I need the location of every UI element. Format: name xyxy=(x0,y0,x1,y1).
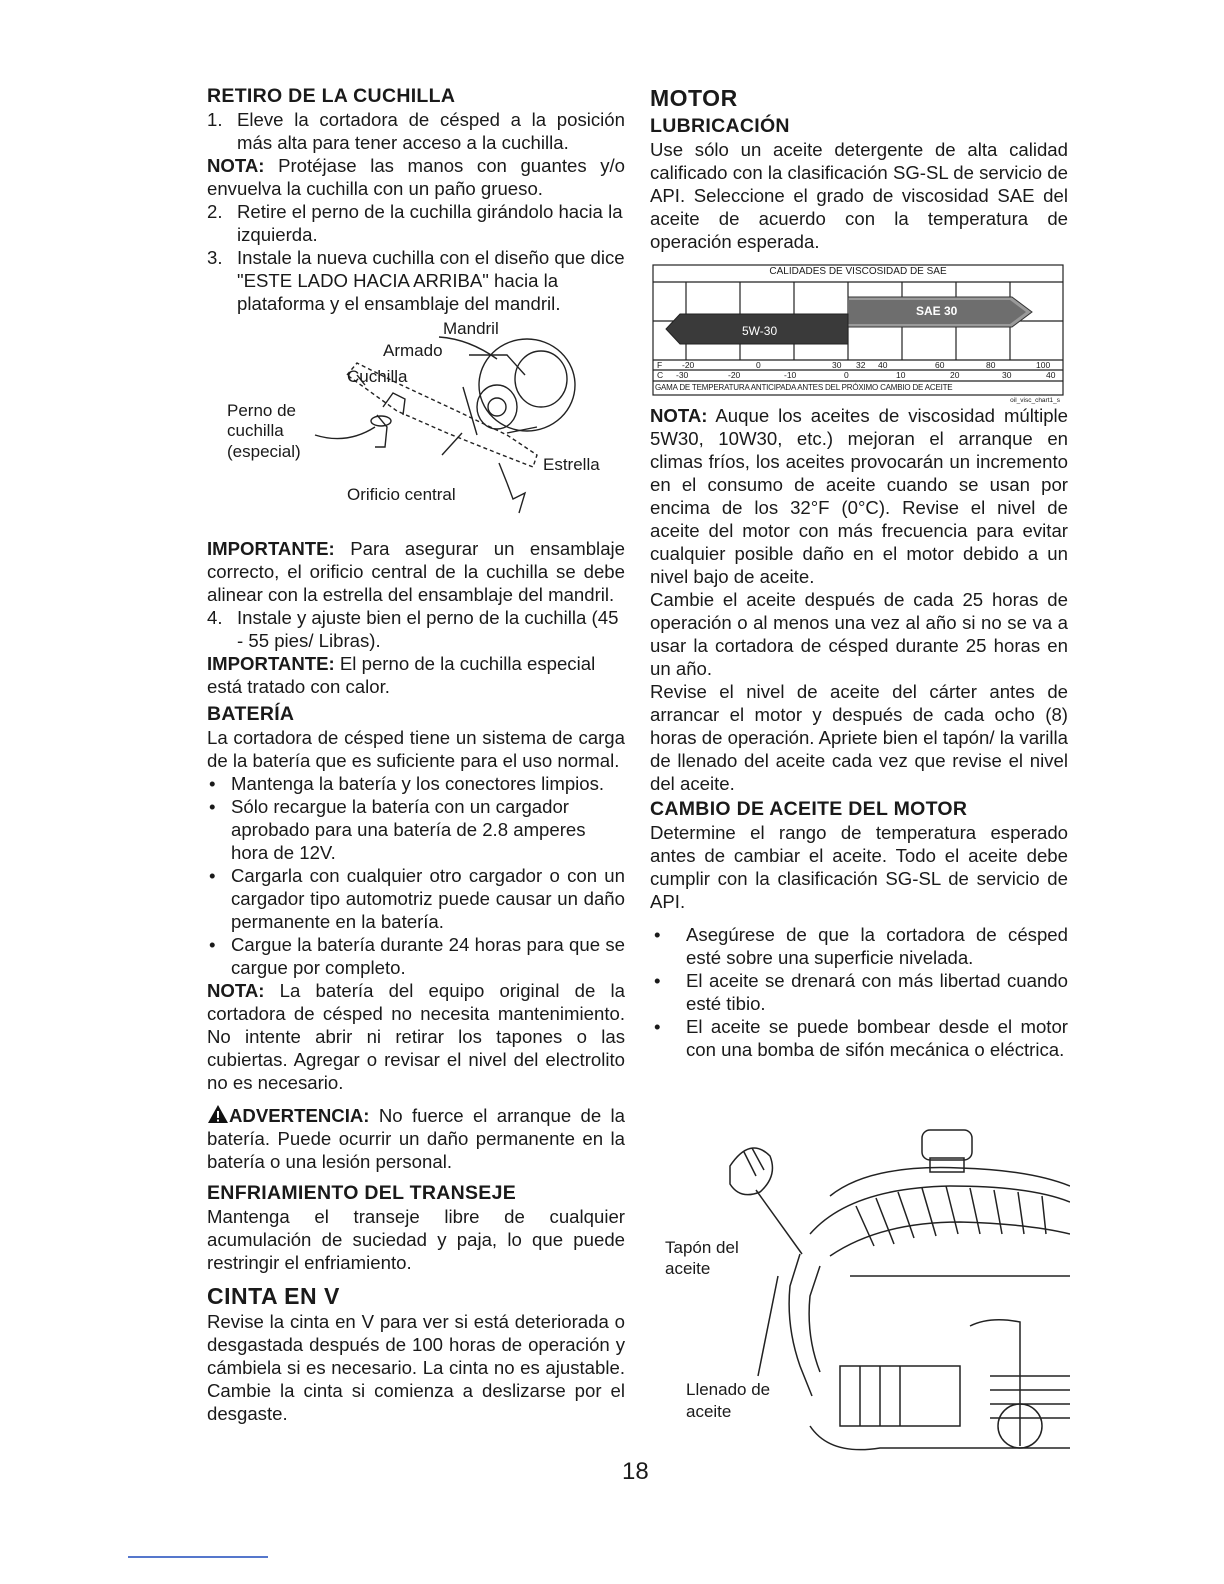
bottom-rule xyxy=(128,1556,268,1558)
label-armado: Armado xyxy=(383,341,443,360)
oil-check-text: Revise el nivel de aceite del cárter antes de arrancar el motor y después de cada ocho (8) horas de operación. Apriete bien el tapón/ la varilla de llenado del aceite cada vez que revise el nivel del aceite. xyxy=(650,681,1068,794)
bullet-text: Sólo recargue la batería con un cargador aprobado para una batería de 2.8 amperes hora de 12V. xyxy=(231,796,586,863)
oil-change-interval: Cambie el aceite después de cada 25 horas de operación o al menos una vez al año si no se va a usar la cortadora de césped durante 25 horas en un año. xyxy=(650,589,1068,679)
note-label: NOTA: xyxy=(207,980,265,1001)
page-number: 18 xyxy=(622,1458,649,1485)
important-label: IMPORTANTE: xyxy=(207,538,335,559)
note-label: NOTA: xyxy=(650,405,708,426)
label-tapon-2: aceite xyxy=(665,1259,711,1278)
c-tick: 20 xyxy=(950,370,960,380)
vbelt-text: Revise la cinta en V para ver si está deteriorada o desgastada después de 100 horas de operación y cámbiela si es necesario. La cinta no es ajustable. Cambie la cinta si comienza a deslizarse por el desgaste. xyxy=(207,1311,625,1424)
lubrication-heading: LUBRICACIÓN xyxy=(650,115,790,137)
important-text: Para asegurar un ensamblaje correcto, el orificio central de la cuchilla se debe alinear con la estrella del ensamblaje del mandril. xyxy=(207,538,626,605)
bullet-dot: • xyxy=(654,924,661,945)
viscosity-title: CALIDADES DE VISCOSIDAD DE SAE xyxy=(769,266,947,277)
transaxle-text: Mantenga el transeje libre de cualquier acumulación de suciedad y paja, lo que puede restringir el enfriamiento. xyxy=(207,1206,625,1273)
bullet-dot: • xyxy=(209,934,216,955)
oil-bullet xyxy=(650,969,1068,1015)
blade-assembly-figure xyxy=(207,315,625,537)
blade-removal-heading: RETIRO DE LA CUCHILLA xyxy=(207,85,456,107)
note-text: La batería del equipo original de la cortadora de césped no necesita mantenimiento. No intente abrir ni retirar los tapones o las cubiertas. Agregar o revisar el nivel del electrolito no es necesario. xyxy=(207,980,625,1093)
step-4-number: 4. xyxy=(207,607,223,628)
note-text: Protéjase las manos con guantes y/o envuelva la cuchilla con un paño grueso. xyxy=(207,155,625,199)
battery-bullet xyxy=(207,772,625,795)
step-2-text: Retire el perno de la cuchilla girándolo hacia la izquierda. xyxy=(237,201,623,245)
label-llenado-1: Llenado de xyxy=(686,1380,771,1399)
label-llenado-2: aceite xyxy=(686,1402,732,1421)
step-2-number: 2. xyxy=(207,201,223,222)
bullet-text: El aceite se drenará con más libertad cuando esté tibio. xyxy=(686,970,1068,1014)
bullet-text: Asegúrese de que la cortadora de césped esté sobre una superficie nivelada. xyxy=(686,924,1068,968)
label-orificio: Orificio central xyxy=(347,485,456,504)
label-perno-3: (especial) xyxy=(227,442,301,461)
c-tick: -30 xyxy=(676,370,689,380)
note-text: Auque los aceites de viscosidad múltiple 5W30, 10W30, etc.) mejoran el arranque en climas fríos, los aceites provocarán un incremento en el consumo de aceite cuando se usan por encima de los 32°F (0°C). Revise el nivel de aceite del motor con más frecuencia para evitar cualquier posible daño en el motor debido a un nivel bajo de aceite. xyxy=(650,405,1069,587)
step-4-text: Instale y ajuste bien el perno de la cuchilla (45 - 55 pies/ Libras). xyxy=(237,607,619,651)
f-label: F xyxy=(657,360,663,370)
battery-bullet xyxy=(207,933,625,979)
c-tick: 40 xyxy=(1046,370,1056,380)
bullet-dot: • xyxy=(654,1016,661,1037)
left-column xyxy=(207,84,625,1425)
battery-heading: BATERÍA xyxy=(207,703,295,725)
c-tick: -20 xyxy=(728,370,741,380)
sae30-label: SAE 30 xyxy=(916,304,958,318)
vbelt-heading: CINTA EN V xyxy=(207,1283,340,1309)
c-label: C xyxy=(657,370,664,380)
bullet-text: El aceite se puede bombear desde el motor con una bomba de sifón mecánica o eléctrica. xyxy=(686,1016,1068,1060)
c-tick: 30 xyxy=(1002,370,1012,380)
oil-change-text: Determine el rango de temperatura esperado antes de cambiar el aceite. Todo el aceite debe cumplir con la clasificación SG-SL de servicio de API. xyxy=(650,822,1068,912)
step-2 xyxy=(207,200,625,246)
bullet-text: Mantenga la batería y los conectores limpios. xyxy=(231,773,605,794)
bullet-text: Cargarla con cualquier otro cargador o con un cargador tipo automotriz puede causar un daño permanente en la batería. xyxy=(231,865,625,932)
label-mandril: Mandril xyxy=(443,319,499,338)
warning-text: No fuerce el arranque de la batería. Puede ocurrir un daño permanente en la batería o una lesión personal. xyxy=(207,1105,625,1172)
engine-oil-figure xyxy=(660,1126,1070,1466)
f-tick: 60 xyxy=(935,360,945,370)
important-heat xyxy=(207,652,625,698)
right-column xyxy=(650,84,1068,1061)
step-3 xyxy=(207,246,625,315)
label-perno-2: cuchilla xyxy=(227,421,284,440)
bullet-dot: • xyxy=(209,796,216,817)
battery-bullet xyxy=(207,864,625,933)
step-1 xyxy=(207,108,625,154)
important-text: El perno de la cuchilla especial está tratado con calor. xyxy=(207,653,596,697)
5w30-label: 5W-30 xyxy=(742,324,778,338)
bullet-dot: • xyxy=(654,970,661,991)
step-1-number: 1. xyxy=(207,109,223,130)
label-perno-1: Perno de xyxy=(227,401,296,420)
motor-heading: MOTOR xyxy=(650,85,738,111)
step-1-text: Eleve la cortadora de césped a la posición más alta para tener acceso a la cuchilla. xyxy=(237,109,625,153)
bullet-text: Cargue la batería durante 24 horas para que se cargue por completo. xyxy=(231,934,625,978)
label-cuchilla: Cuchilla xyxy=(347,367,408,386)
f-tick: 80 xyxy=(986,360,996,370)
f-tick: 32 xyxy=(856,360,866,370)
transaxle-heading: ENFRIAMIENTO DEL TRANSEJE xyxy=(207,1182,517,1204)
note-label: NOTA: xyxy=(207,155,265,176)
c-tick: -10 xyxy=(784,370,797,380)
warning-triangle-icon xyxy=(207,1104,229,1124)
label-tapon-1: Tapón del xyxy=(665,1238,739,1257)
viscosity-chart xyxy=(652,264,1064,404)
note-battery xyxy=(207,979,625,1094)
f-tick: 0 xyxy=(756,360,761,370)
oil-change-heading: CAMBIO DE ACEITE DEL MOTOR xyxy=(650,798,968,820)
f-tick: -20 xyxy=(682,360,695,370)
battery-text: La cortadora de césped tiene un sistema de carga de la batería que es suficiente para el uso normal. xyxy=(207,727,625,771)
note-gloves xyxy=(207,154,625,200)
f-tick: 100 xyxy=(1036,360,1051,370)
step-3-text: Instale la nueva cuchilla con el diseño que dice "ESTE LADO HACIA ARRIBA" hacia la plataforma y el ensamblaje del mandril. xyxy=(237,247,625,314)
warning-battery xyxy=(207,1104,625,1173)
chart-code: oil_visc_chart1_s xyxy=(1010,397,1060,404)
viscosity-footer: GAMA DE TEMPERATURA ANTICIPADA ANTES DEL PRÓXIMO CAMBIO DE ACEITE xyxy=(655,383,953,392)
battery-bullet xyxy=(207,795,625,864)
lubrication-text: Use sólo un aceite detergente de alta calidad calificado con la clasificación SG-SL de servicio de API. Seleccione el grado de viscosidad SAE del aceite de acuerdo con la temperatura de operación esperada. xyxy=(650,139,1068,252)
step-4 xyxy=(207,606,625,652)
oil-bullet xyxy=(650,923,1068,969)
c-tick: 10 xyxy=(896,370,906,380)
oil-bullet xyxy=(650,1015,1068,1061)
note-multigrade xyxy=(650,404,1068,588)
f-tick: 30 xyxy=(832,360,842,370)
label-estrella: Estrella xyxy=(543,455,600,474)
bullet-dot: • xyxy=(209,865,216,886)
bullet-dot: • xyxy=(209,773,216,794)
step-3-number: 3. xyxy=(207,247,223,268)
important-alignment xyxy=(207,537,625,606)
f-tick: 40 xyxy=(878,360,888,370)
c-tick: 0 xyxy=(844,370,849,380)
warning-label: ADVERTENCIA: xyxy=(229,1105,370,1126)
important-label: IMPORTANTE: xyxy=(207,653,335,674)
